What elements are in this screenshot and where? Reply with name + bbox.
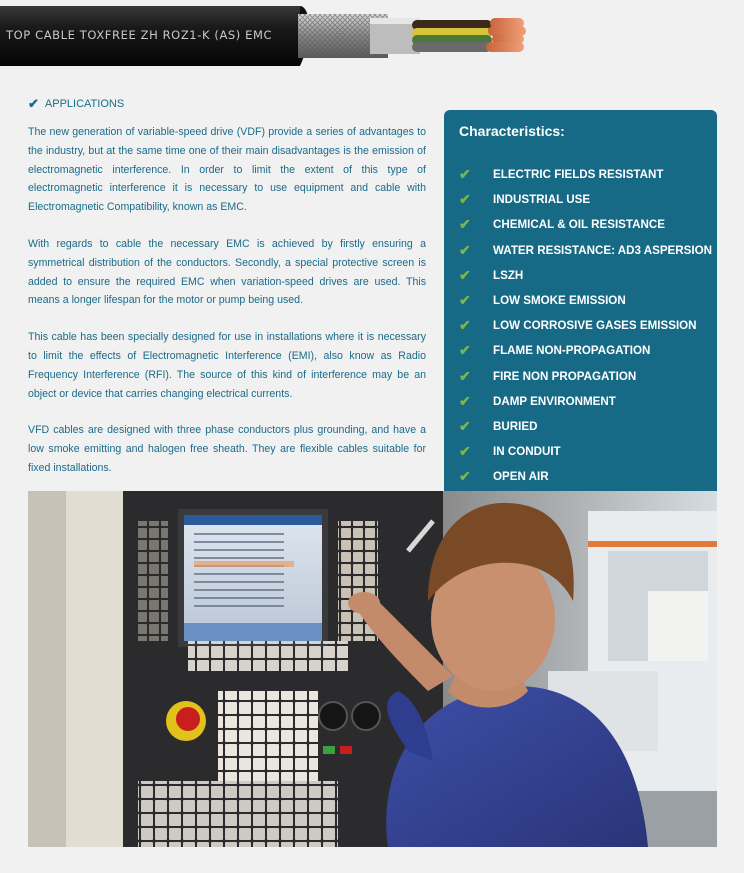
characteristics-title: Characteristics: <box>459 123 565 139</box>
check-icon: ✔ <box>459 191 471 208</box>
characteristic-item: ✔ DAMP ENVIRONMENT <box>459 392 616 409</box>
characteristic-item: ✔ CHEMICAL & OIL RESISTANCE <box>459 216 665 233</box>
applications-heading <box>28 96 124 112</box>
characteristics-panel <box>444 110 717 504</box>
check-icon: ✔ <box>459 367 471 384</box>
check-icon: ✔ <box>459 342 471 359</box>
characteristic-item: ✔ OPEN AIR <box>459 468 549 485</box>
check-icon: ✔ <box>28 96 39 111</box>
characteristic-item: ✔ BURIED <box>459 417 538 434</box>
applications-paragraph: With regards to cable the necessary EMC is achieved by firstly ensuring a symmetrical distribution of the conductors. Secondly, a special protective screen is added to ensure the required EMC when variation-speed drives are used. This means a longer lifespan for the motor or pump being used. <box>28 237 426 307</box>
applications-paragraph: This cable has been specially designed for use in installations where it is necessary to limit the effects of Electromagnetic Interference (EMI), also know as Radio Frequency Interference (RFI). The source of this kind of interference may be an object or device that carries changing electrical currents. <box>28 331 426 400</box>
check-icon: ✔ <box>459 317 471 334</box>
check-icon: ✔ <box>459 468 471 485</box>
cnc-operator-photo <box>28 491 717 847</box>
characteristic-item: ✔ LOW SMOKE EMISSION <box>459 292 626 309</box>
check-icon: ✔ <box>459 266 471 283</box>
check-icon: ✔ <box>459 241 471 258</box>
characteristic-item: ✔ ELECTRIC FIELDS RESISTANT <box>459 166 664 183</box>
characteristic-item: ✔ IN CONDUIT <box>459 443 561 460</box>
check-icon: ✔ <box>459 216 471 233</box>
check-icon: ✔ <box>459 392 471 409</box>
applications-heading-text: APPLICATIONS <box>44 98 125 110</box>
characteristic-item: ✔ INDUSTRIAL USE <box>459 191 591 208</box>
characteristic-item: ✔ FIRE NON PROPAGATION <box>459 367 637 384</box>
check-icon: ✔ <box>459 292 471 309</box>
check-icon: ✔ <box>459 166 471 183</box>
applications-paragraph: The new generation of variable-speed drive (VDF) provide a series of advantages to the industry, but at the same time one of their main disadvantages is the emission of electromagnetic interference. In order to limit the extent of this type of electromagnetic interference it is necessary to use equipment and cable with Electromagnetic Compatibility, known as EMC. <box>28 126 426 214</box>
characteristic-item: ✔ WATER RESISTANCE: AD3 ASPERSION <box>459 241 713 258</box>
applications-paragraph: VFD cables are designed with three phase conductors plus grounding, and have a low smoke emitting and halogen free sheath. They are flexible cables suitable for fixed installations. <box>28 424 426 474</box>
check-icon: ✔ <box>459 417 471 434</box>
check-icon: ✔ <box>459 443 471 460</box>
cable-label: TOP CABLE TOXFREE ZH ROZ1-K (AS) EMC <box>6 28 273 42</box>
characteristic-item: ✔ LSZH <box>459 266 524 283</box>
applications-text <box>28 123 426 496</box>
characteristics-list <box>459 162 712 489</box>
characteristic-item: ✔ FLAME NON-PROPAGATION <box>459 342 651 359</box>
characteristic-item: ✔ LOW CORROSIVE GASES EMISSION <box>459 317 697 334</box>
